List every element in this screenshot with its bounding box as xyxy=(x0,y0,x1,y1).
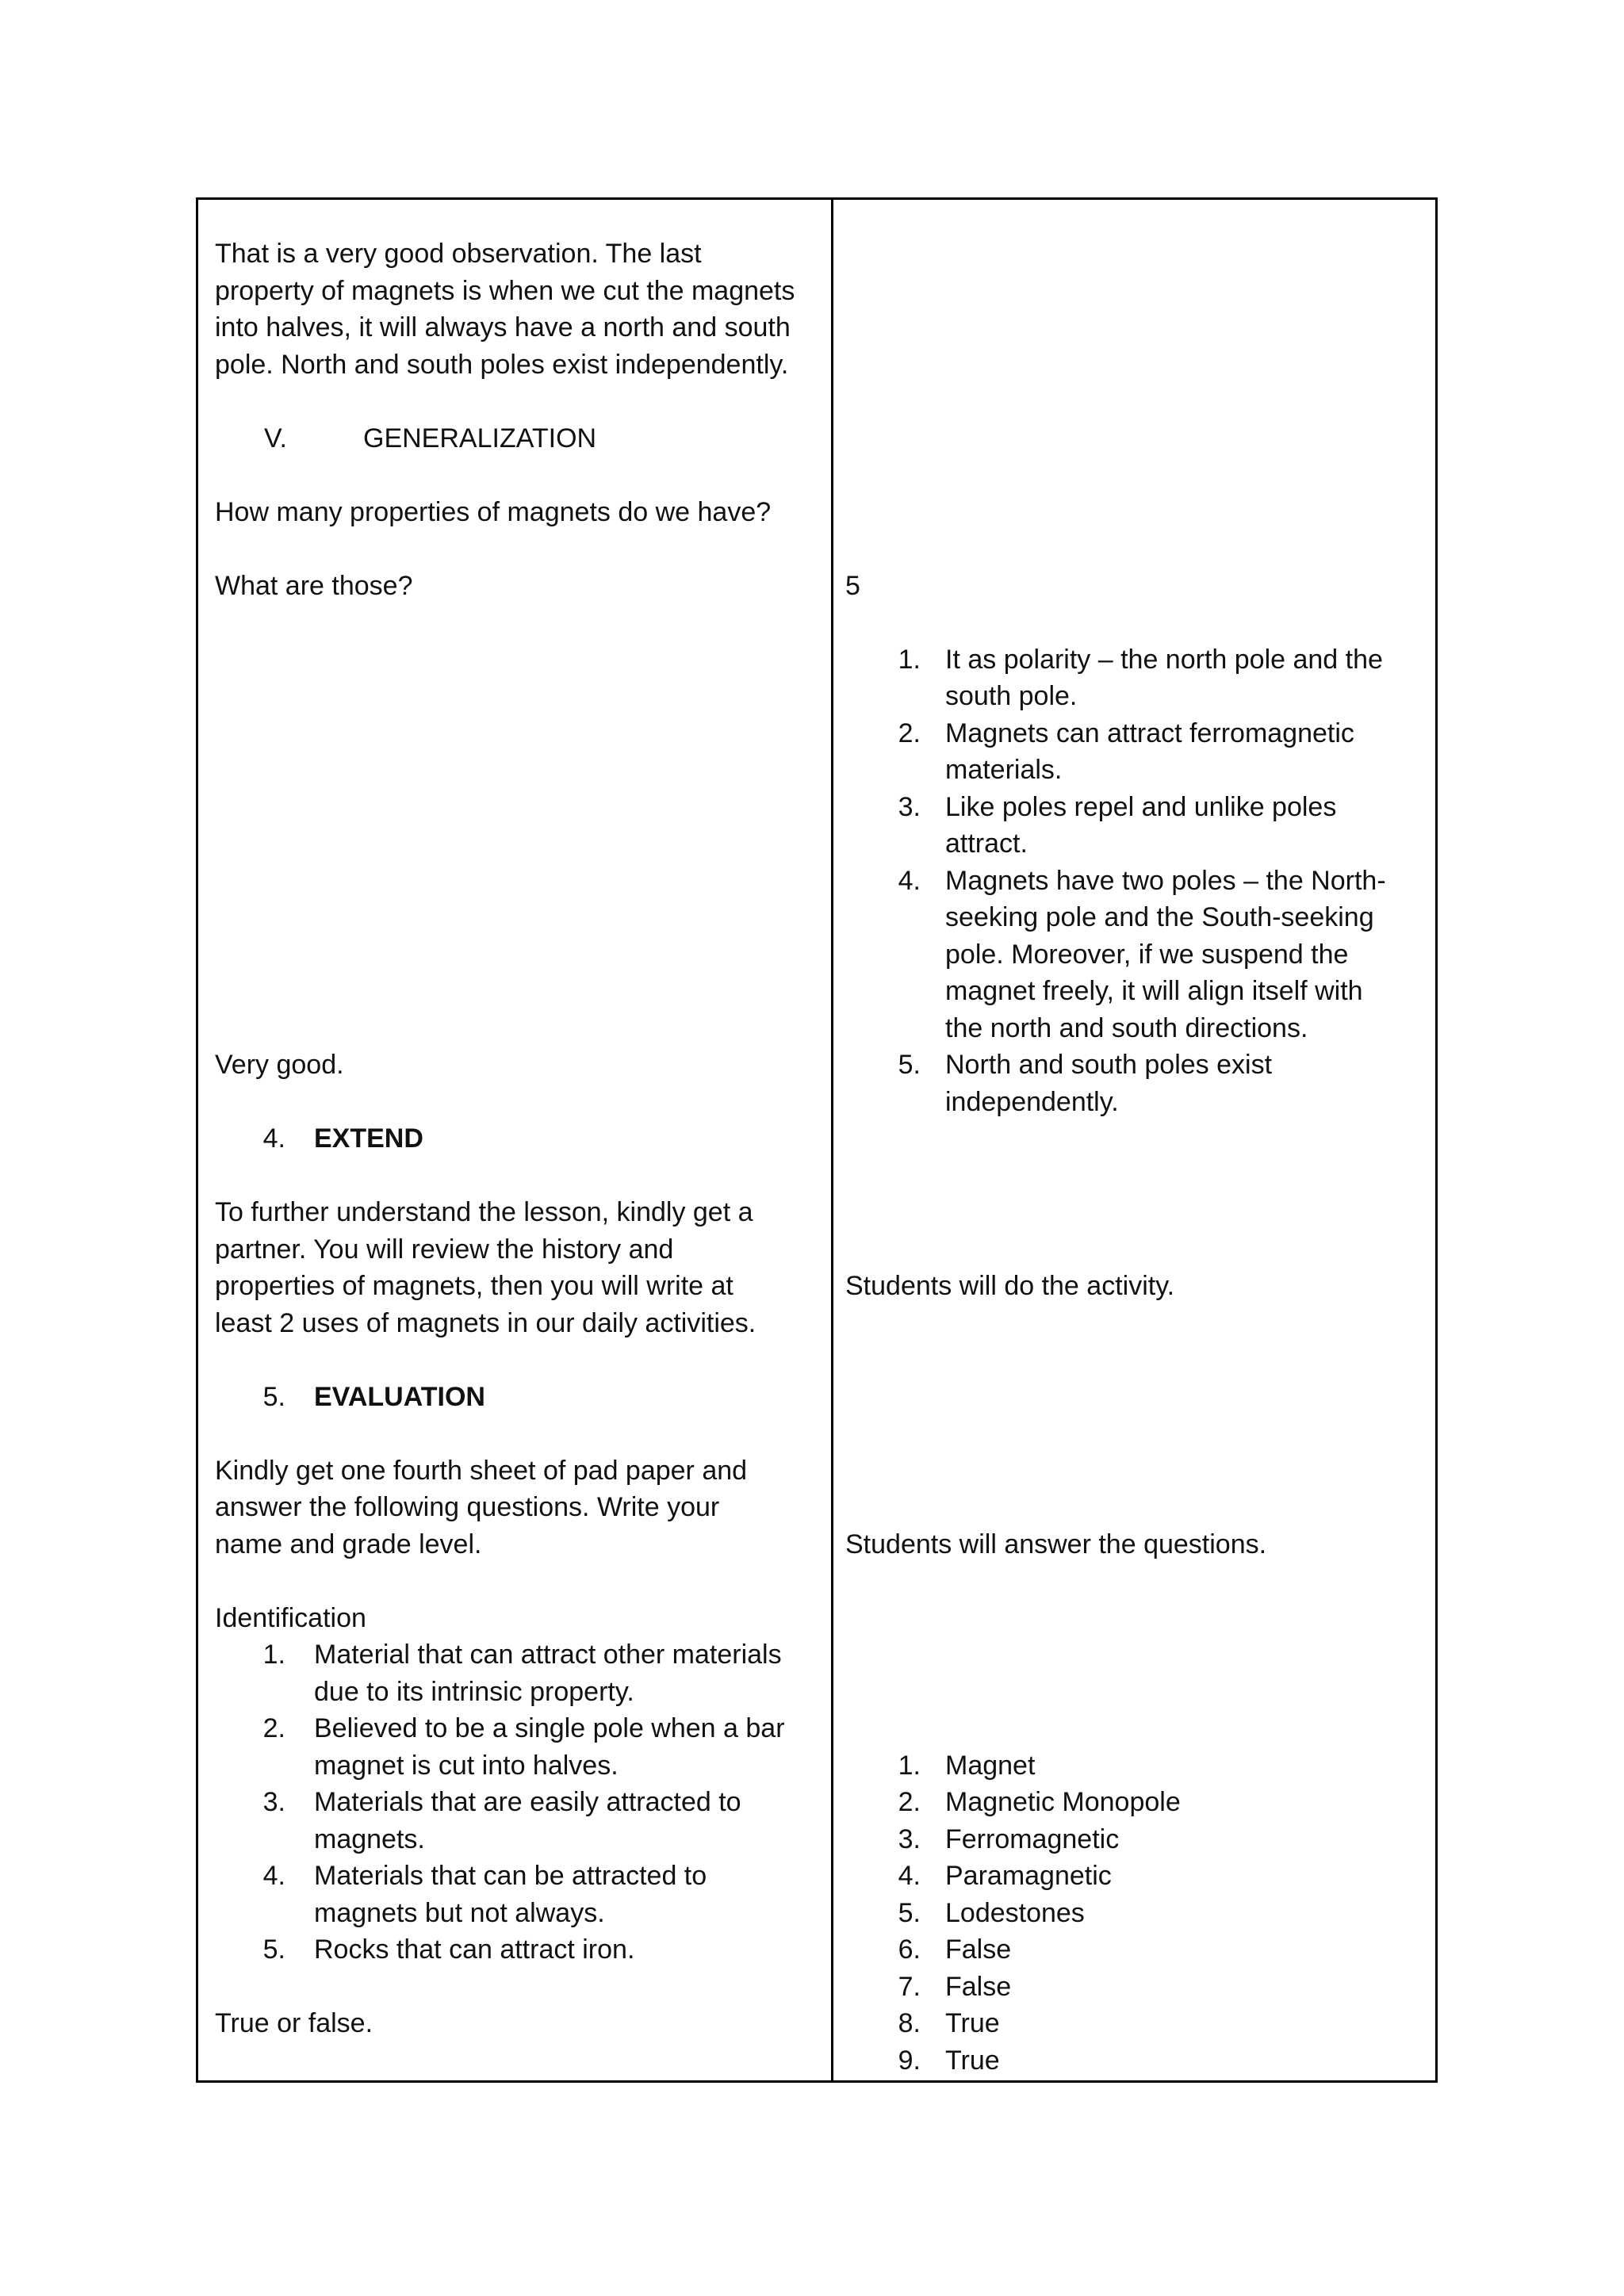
answer-text: Ferromagnetic xyxy=(945,1824,1120,1854)
property-number: 5. xyxy=(898,1050,921,1080)
identification-heading: Identification xyxy=(215,1603,366,1633)
property-text: the north and south directions. xyxy=(945,1013,1308,1043)
identification-item-number: 3. xyxy=(262,1787,285,1817)
answer-number: 6. xyxy=(898,1934,921,1965)
evaluation-line: name and grade level. xyxy=(215,1529,482,1559)
answer-text: Magnetic Monopole xyxy=(945,1787,1181,1817)
answer-number: 9. xyxy=(898,2045,921,2076)
true-false-heading: True or false. xyxy=(215,2008,373,2038)
evaluation-heading: EVALUATION xyxy=(314,1382,485,1412)
generalization-heading: GENERALIZATION xyxy=(363,423,597,453)
identification-item-text: Materials that can be attracted to xyxy=(314,1861,707,1891)
answer-questions-response: Students will answer the questions. xyxy=(845,1529,1267,1559)
answer-text: Magnet xyxy=(945,1751,1036,1781)
identification-item-number: 1. xyxy=(262,1640,285,1670)
identification-item-number: 4. xyxy=(262,1861,285,1891)
intro-line: That is a very good observation. The last xyxy=(215,239,702,269)
extend-line: To further understand the lesson, kindly get a xyxy=(215,1197,753,1227)
evaluation-line: Kindly get one fourth sheet of pad paper and xyxy=(215,1456,748,1486)
identification-item-number: 5. xyxy=(262,1934,285,1965)
answer-number: 5. xyxy=(898,1898,921,1928)
extend-line: least 2 uses of magnets in our daily activities. xyxy=(215,1308,756,1338)
identification-item-text: magnets but not always. xyxy=(314,1898,605,1928)
generalization-number: V. xyxy=(264,423,288,453)
answer-text: True xyxy=(945,2008,1000,2038)
property-number: 1. xyxy=(898,645,921,675)
property-text: It as polarity – the north pole and the xyxy=(945,645,1383,675)
property-text: Like poles repel and unlike poles xyxy=(945,792,1337,822)
answer-number: 2. xyxy=(898,1787,921,1817)
property-text: attract. xyxy=(945,828,1028,859)
answer-number: 7. xyxy=(898,1972,921,2002)
identification-item-text: magnets. xyxy=(314,1824,425,1854)
identification-item-text: magnet is cut into halves. xyxy=(314,1751,619,1781)
evaluation-line: answer the following questions. Write your xyxy=(215,1492,720,1522)
property-number: 2. xyxy=(898,718,921,748)
extend-number: 4. xyxy=(262,1123,285,1154)
property-text: seeking pole and the South-seeking xyxy=(945,902,1374,932)
extend-line: partner. You will review the history and xyxy=(215,1234,674,1265)
answer-text: Paramagnetic xyxy=(945,1861,1112,1891)
property-text: Magnets can attract ferromagnetic xyxy=(945,718,1354,748)
intro-line: into halves, it will always have a north and south xyxy=(215,312,791,342)
column-divider xyxy=(831,200,833,2080)
property-number: 3. xyxy=(898,792,921,822)
property-text: pole. Moreover, if we suspend the xyxy=(945,939,1349,970)
identification-item-number: 2. xyxy=(262,1713,285,1743)
property-text: south pole. xyxy=(945,681,1078,711)
extend-line: properties of magnets, then you will write at xyxy=(215,1271,733,1301)
identification-item-text: Material that can attract other materials xyxy=(314,1640,782,1670)
evaluation-number: 5. xyxy=(262,1382,285,1412)
property-text: North and south poles exist xyxy=(945,1050,1273,1080)
activity-response: Students will do the activity. xyxy=(845,1271,1175,1301)
property-text: materials. xyxy=(945,755,1063,785)
answer-text: False xyxy=(945,1972,1012,2002)
answer-number: 4. xyxy=(898,1861,921,1891)
property-number: 4. xyxy=(898,866,921,896)
identification-item-text: Materials that are easily attracted to xyxy=(314,1787,741,1817)
answer-number: 1. xyxy=(898,1751,921,1781)
extend-heading: EXTEND xyxy=(314,1123,423,1154)
very-good-text: Very good. xyxy=(215,1050,344,1080)
intro-line: property of magnets is when we cut the magnets xyxy=(215,276,795,306)
question-what: What are those? xyxy=(215,571,413,601)
answer-text: Lodestones xyxy=(945,1898,1085,1928)
property-text: Magnets have two poles – the North- xyxy=(945,866,1386,896)
question-how-many: How many properties of magnets do we have? xyxy=(215,497,772,527)
identification-item-text: Rocks that can attract iron. xyxy=(314,1934,635,1965)
answer-text: True xyxy=(945,2045,1000,2076)
answer-number: 8. xyxy=(898,2008,921,2038)
property-text: magnet freely, it will align itself with xyxy=(945,976,1363,1006)
intro-line: pole. North and south poles exist independently. xyxy=(215,350,789,380)
answer-text: False xyxy=(945,1934,1012,1965)
answer-count: 5 xyxy=(845,571,860,601)
property-text: independently. xyxy=(945,1087,1119,1117)
answer-number: 3. xyxy=(898,1824,921,1854)
identification-item-text: Believed to be a single pole when a bar xyxy=(314,1713,785,1743)
identification-item-text: due to its intrinsic property. xyxy=(314,1677,634,1707)
